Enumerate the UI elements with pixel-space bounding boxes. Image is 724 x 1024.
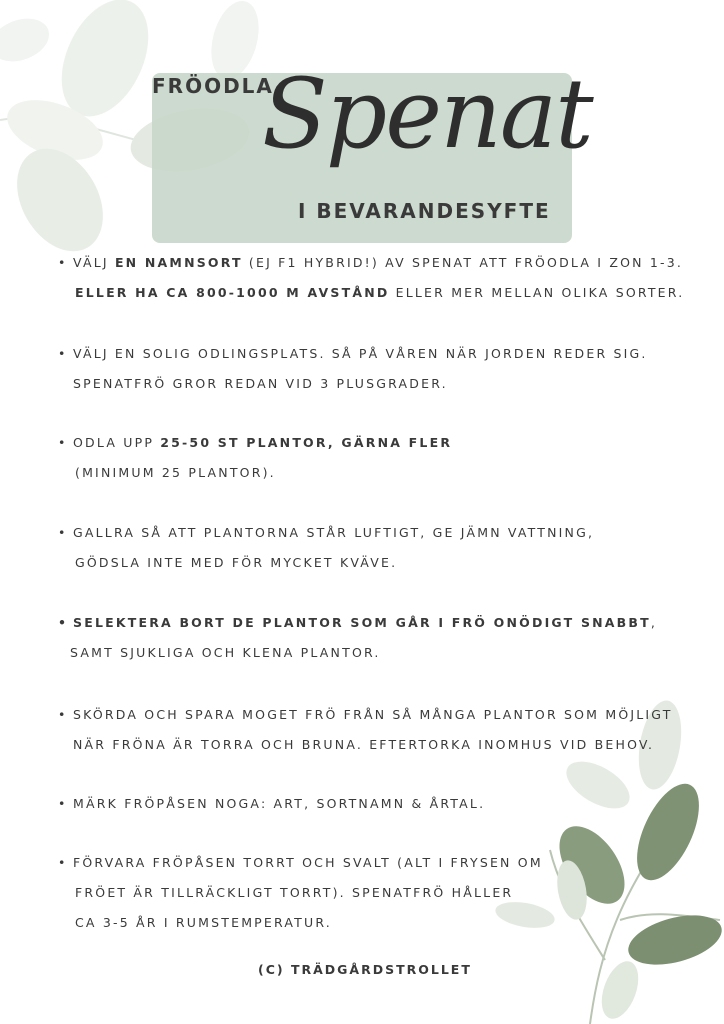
list-item: • MÄRK FRÖPÅSEN NOGA: ART, SORTNAMN & ÅRTAL.: [58, 789, 485, 819]
bullet: •: [58, 525, 68, 540]
list-item: • ODLA UPP 25-50 ST PLANTOR, GÄRNA FLER (MINIMUM 25 PLANTOR).: [58, 428, 452, 488]
list-item: • VÄLJ EN NAMNSORT (EJ F1 HYBRID!) AV SPENAT ATT FRÖODLA I ZON 1-3. ELLER HA CA 800-1000 M AVSTÅND ELLER MER MELLAN OLIKA SORTER.: [58, 248, 684, 308]
footer-credit: (C) TRÄDGÅRDSTROLLET: [258, 962, 472, 977]
bullet: •: [58, 796, 68, 811]
bullet: •: [58, 615, 69, 630]
bullet: •: [58, 707, 68, 722]
bullet: •: [58, 255, 68, 270]
list-item: • GALLRA SÅ ATT PLANTORNA STÅR LUFTIGT, GE JÄMN VATTNING, GÖDSLA INTE MED FÖR MYCKET KVÄVE.: [58, 518, 594, 578]
title-script: Spenat: [262, 58, 592, 170]
list-item: • FÖRVARA FRÖPÅSEN TORRT OCH SVALT (ALT I FRYSEN OM FRÖET ÄR TILLRÄCKLIGT TORRT). SPENATFRÖ HÅLLER CA 3-5 ÅR I RUMSTEMPERATUR.: [58, 848, 543, 938]
list-item: • VÄLJ EN SOLIG ODLINGSPLATS. SÅ PÅ VÅREN NÄR JORDEN REDER SIG. SPENATFRÖ GROR REDAN VID 3 PLUSGRADER.: [58, 339, 648, 399]
bullet: •: [58, 435, 68, 450]
title-line-1: FRÖODLA: [152, 74, 274, 98]
title-line-3: I BEVARANDESYFTE: [298, 199, 551, 223]
bullet: •: [58, 346, 68, 361]
bullet: •: [58, 855, 68, 870]
list-item: • SELEKTERA BORT DE PLANTOR SOM GÅR I FRÖ ONÖDIGT SNABBT, SAMT SJUKLIGA OCH KLENA PLANTOR.: [58, 608, 657, 668]
list-item: • SKÖRDA OCH SPARA MOGET FRÖ FRÅN SÅ MÅNGA PLANTOR SOM MÖJLIGT NÄR FRÖNA ÄR TORRA OCH BRUNA. EFTERTORKA INOMHUS VID BEHOV.: [58, 700, 673, 760]
